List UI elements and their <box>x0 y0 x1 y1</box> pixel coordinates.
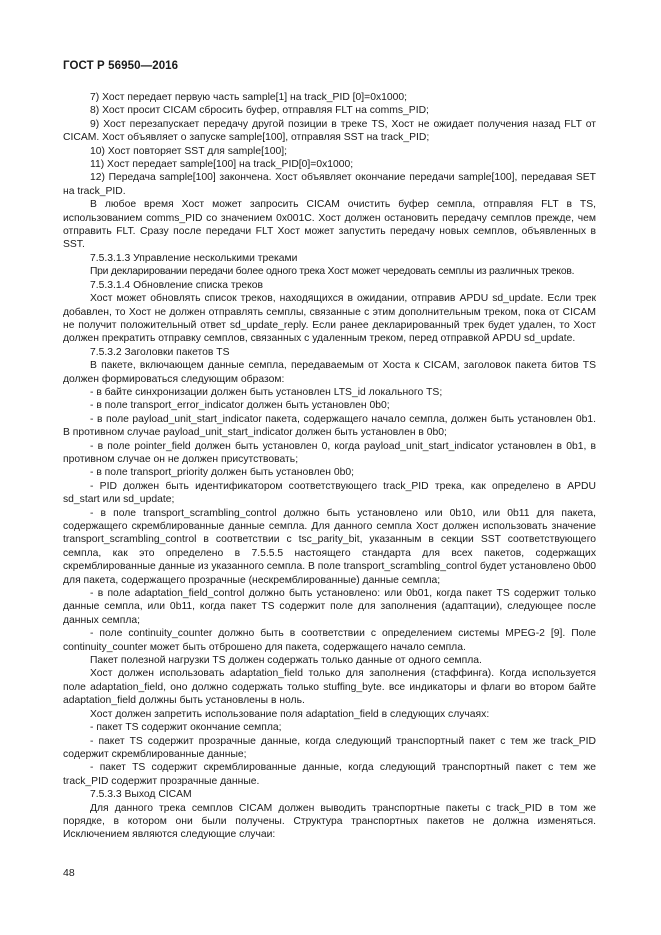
list-item: 11) Хост передает sample[100] на track_PID[0]=0x1000; <box>90 159 354 171</box>
list-item: - пакет TS содержит окончание семпла; <box>90 722 282 734</box>
list-item: - в байте синхронизации должен быть установлен LTS_id локального TS; <box>90 386 443 398</box>
paragraph: В пакете, включающем данные семпла, передаваемым от Хоста к CICAM, заголовок пакета битов TS должен формироваться следующим образом: <box>63 360 596 385</box>
list-item: - в поле payload_unit_start_indicator пакета, содержащего начало семпла, должен быть установлен 0b1. В противном случае payload_unit_start_indicator должен быть установлен в 0b0; <box>63 413 596 439</box>
section-heading: 7.5.3.3 Выход CICAM <box>90 789 192 801</box>
list-item: - в поле adaptation_field_control должно быть установлено: или 0b01, когда пакет TS содержит только данные семпла, или 0b11, когда пакет TS содержит поле для заполнения (адаптации), следующее после данных семпла; <box>63 588 596 626</box>
document-body <box>63 91 596 842</box>
list-item: - поле continuity_counter должно быть в соответствии с определением системы MPEG-2 [9]. Поле continuity_counter может быть отброшено для пакета, содержащего начало семпла. <box>63 628 596 653</box>
list-item: 9) Хост перезапускает передачу другой позиции в треке TS, Хост не ожидает получения назад FLT от CICAM. Хост объявляет о запуске sample[100], отправляя SST на track_PID; <box>63 118 596 144</box>
paragraph: Пакет полезной нагрузки TS должен содержать только данные от одного семпла. <box>90 655 482 667</box>
list-item: - в поле pointer_field должен быть установлен 0, когда payload_unit_start_indicator установлен в 0b1, в противном случае он не должен присутствовать; <box>63 440 596 465</box>
page-number: 48 <box>63 867 75 879</box>
paragraph: Хост может обновлять список треков, находящихся в ожидании, отправив APDU sd_update. Если трек добавлен, то Хост не должен отправлять семплы, связанные с этим дополнительным треком, пока от CICAM не получит положительный ответ sd_update_reply. Если ранее декларированный трек будет удален, то Хост должен прекратить отправку семплов, связанных с удаленным треком, перед отправкой APDU sd_update. <box>63 293 596 345</box>
paragraph: Для данного трека семплов CICAM должен выводить транспортные пакеты с track_PID в том же порядке, в котором они были получены. Структура транспортных пакетов не должна изменяться. Исключением являются следующие случаи: <box>63 802 596 841</box>
paragraph: В любое время Хост может запросить CICAM очистить буфер семпла, отправляя FLT в TS, использованием comms_PID со значением 0x001C. Хост должен остановить передачу семплов прежде, чем отправить FLT. Сразу после передачи FLT Хост может запустить передачу новых семплов, объявленных в SST. <box>63 199 596 251</box>
list-item: - PID должен быть идентификатором соответствующего track_PID трека, как определено в APDU sd_start или sd_update; <box>63 480 596 506</box>
list-item: - пакет TS содержит скремблированные данные, когда следующий транспортный пакет с тем же track_PID содержит прозрачные данные. <box>63 762 596 787</box>
section-heading: 7.5.3.2 Заголовки пакетов TS <box>90 346 230 358</box>
list-item: - в поле transport_error_indicator должен быть установлен 0b0; <box>90 400 390 412</box>
section-heading: 7.5.3.1.4 Обновление списка треков <box>90 279 263 291</box>
list-item: - пакет TS содержит прозрачные данные, когда следующий транспортный пакет с тем же track_PID содержит скремблированные данные; <box>63 735 596 760</box>
paragraph: При декларировании передачи более одного трека Хост может чередовать семплы из различных треков. <box>90 266 575 278</box>
paragraph: Хост должен запретить использование поля adaptation_field в следующих случаях: <box>90 708 490 720</box>
list-item: - в поле transport_scrambling_control должно быть установлено или 0b10, или 0b11 для пакета, содержащего скремблированные данные семпла. Для данного семпла Хост должен использовать значение transport_scrambling_control в соответствии с tsc_parity_bit, указанным в секции SST соответствующего семпла, как это определено в 7.5.5.5 настоящего стандарта для всех пакетов, содержащих скремблированные данные из указанного семпла. В поле transport_scrambling_control будет установлено 0b00 для пакета, содержащего прозрачные (нескремблированные) данные семпла; <box>63 507 596 586</box>
paragraph: Хост должен использовать adaptation_field только для заполнения (стаффинга). Когда используется поле adaptation_field, оно должно содержать только stuffing_byte. все индикаторы и флаги во втором байте adaptation_field должны быть установлены в ноль. <box>63 668 596 707</box>
list-item: - в поле transport_priority должен быть установлен 0b0; <box>90 467 355 479</box>
list-item: 10) Хост повторяет SST для sample[100]; <box>90 145 287 157</box>
list-item: 12) Передача sample[100] закончена. Хост объявляет окончание передачи sample[100], передавая SET на track_PID. <box>63 172 596 197</box>
list-item: 7) Хост передает первую часть sample[1] на track_PID [0]=0x1000; <box>90 92 408 103</box>
section-heading: 7.5.3.1.3 Управление несколькими треками <box>90 252 298 264</box>
list-item: 8) Хост просит CICAM сбросить буфер, отправляя FLT на comms_PID; <box>90 105 429 117</box>
document-header: ГОСТ Р 56950—2016 <box>63 60 179 72</box>
